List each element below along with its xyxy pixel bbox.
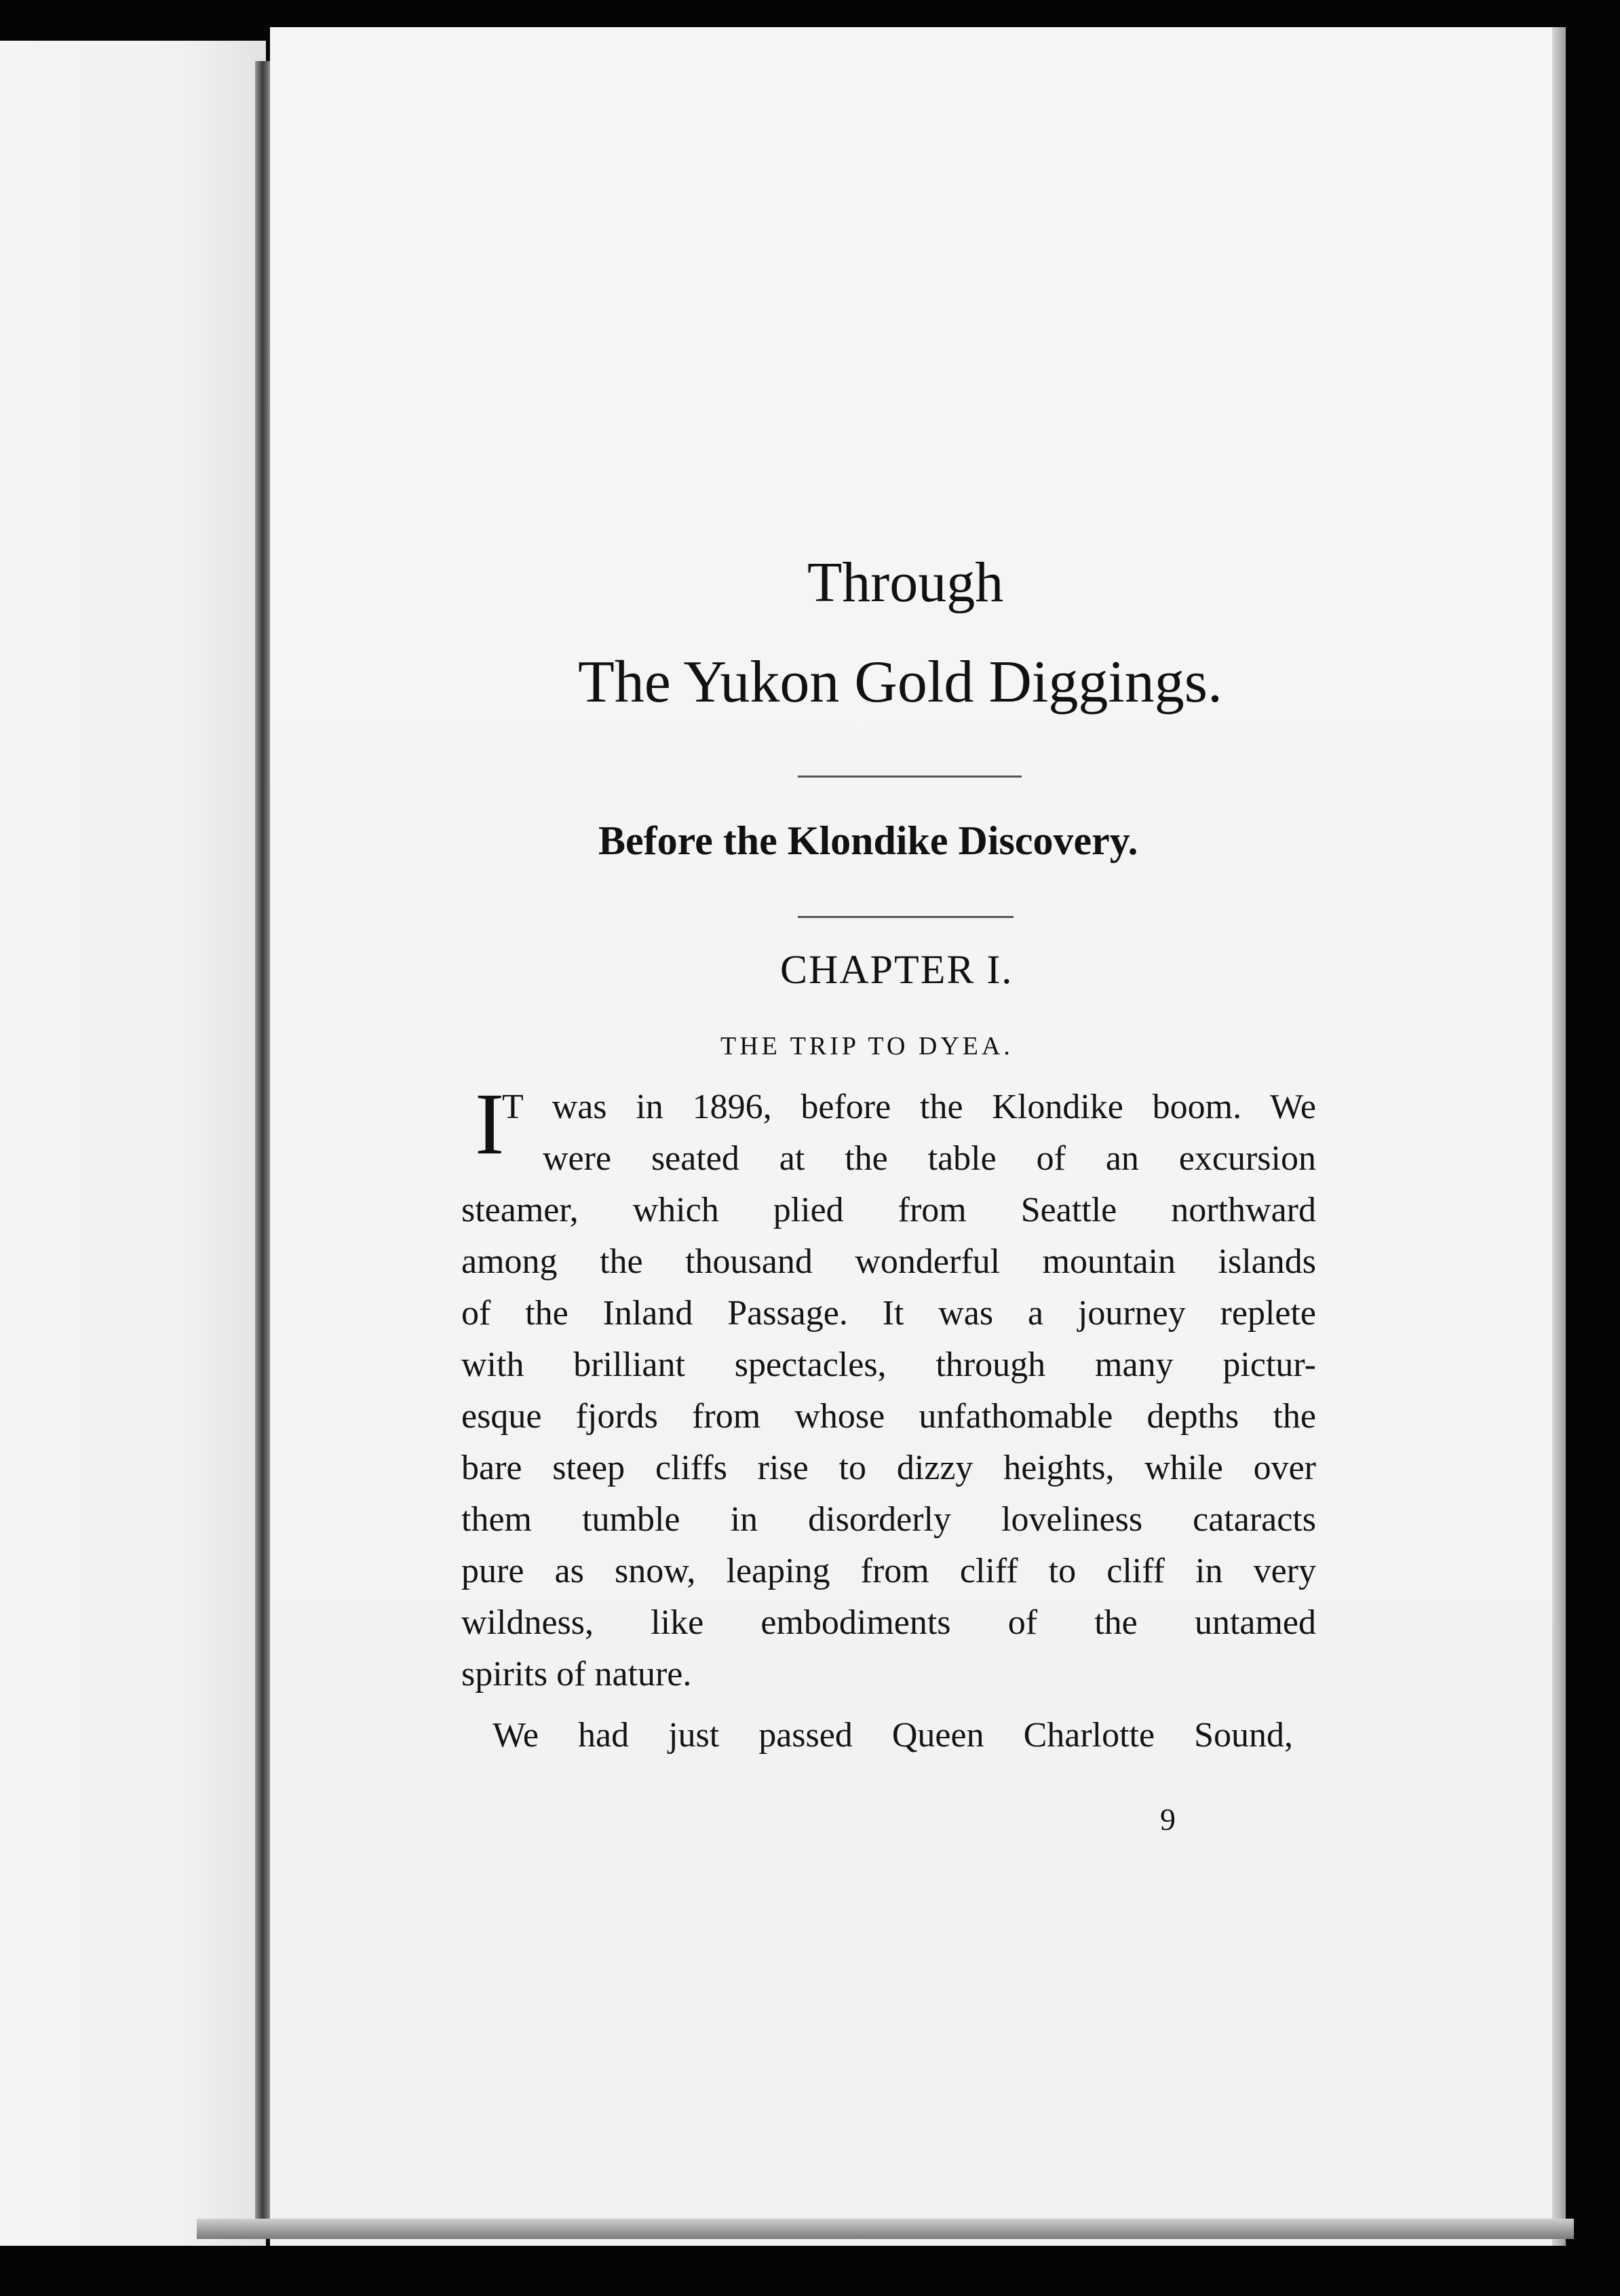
- page-right-edge: [1552, 27, 1566, 2246]
- text-line: of the Inland Passage. It was a journey replete: [461, 1294, 1316, 1333]
- page-number: 9: [1160, 1802, 1176, 1837]
- drop-cap: I: [475, 1075, 505, 1173]
- book-title-line-2: The Yukon Gold Diggings.: [578, 649, 1223, 715]
- text-line: bare steep cliffs rise to dizzy heights, while over: [461, 1449, 1316, 1487]
- text-line: steamer, which plied from Seattle northward: [461, 1191, 1316, 1229]
- book-spine: [255, 61, 270, 2239]
- section-heading: THE TRIP TO DYEA.: [720, 1032, 1014, 1060]
- left-page-leaf: [0, 41, 266, 2246]
- book-subtitle: Before the Klondike Discovery.: [598, 818, 1138, 863]
- text-line: among the thousand wonderful mountain islands: [461, 1242, 1316, 1281]
- text-line: We had just passed Queen Charlotte Sound,: [493, 1716, 1293, 1755]
- text-line: with brilliant spectacles, through many pictur-: [461, 1345, 1316, 1384]
- book-title-line-1: Through: [807, 551, 1004, 614]
- subtitle-divider-rule: [798, 916, 1014, 918]
- text-line: pure as snow, leaping from cliff to cliff in very: [461, 1552, 1316, 1590]
- book-page: [270, 27, 1552, 2246]
- page-bottom-edge: [197, 2219, 1574, 2239]
- text-line: esque fjords from whose unfathomable depths the: [461, 1397, 1316, 1436]
- text-line: T was in 1896, before the Klondike boom. We: [502, 1088, 1316, 1126]
- text-line: wildness, like embodiments of the untamed: [461, 1603, 1316, 1642]
- text-line: spirits of nature.: [461, 1655, 692, 1694]
- chapter-heading: CHAPTER I.: [780, 947, 1014, 992]
- title-divider-rule: [798, 776, 1022, 778]
- text-line: them tumble in disorderly loveliness cataracts: [461, 1500, 1316, 1539]
- text-line: were seated at the table of an excursion: [543, 1139, 1316, 1178]
